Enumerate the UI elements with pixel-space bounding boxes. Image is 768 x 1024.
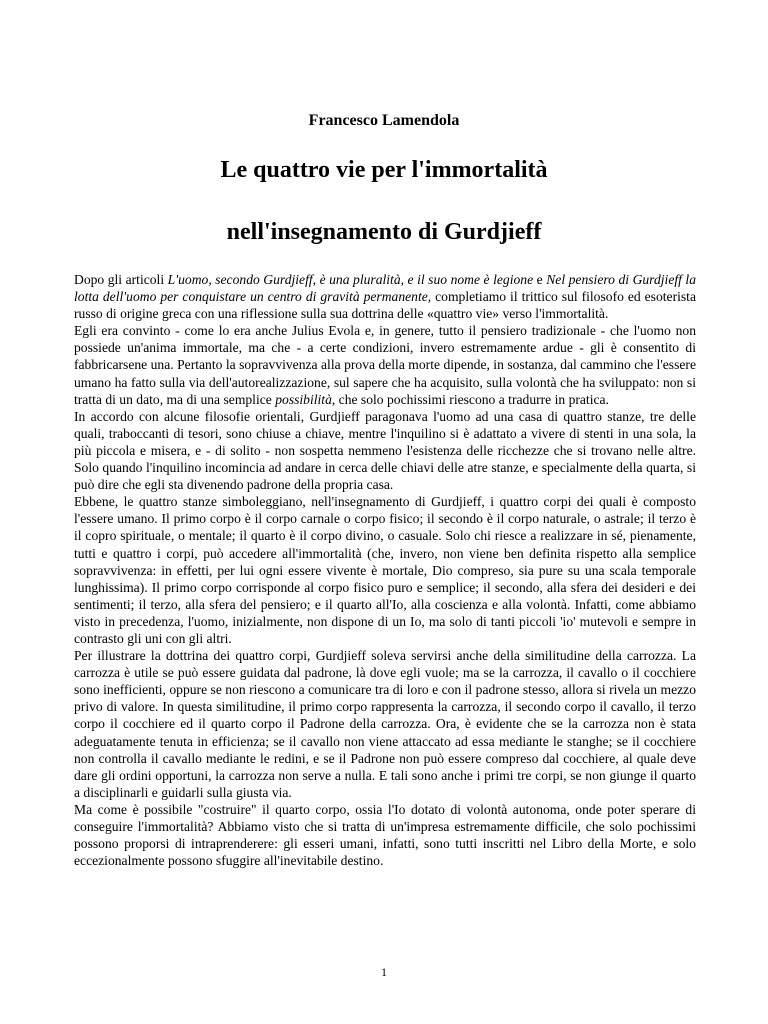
article-body xyxy=(74,271,696,869)
paragraph xyxy=(74,801,696,869)
paragraph-text: Per illustrare la dottrina dei quattro corpi, Gurdjieff soleva servirsi anche della similitudine della carrozza. La carrozza è utile se può essere guidata dal padrone, là dove egli vuole; ma se la carrozza, il cavallo o il cocchiere sono inefficienti, oppure se non riescono a comunicare tra di loro e con il padrone stesso, allora si rivela un mezzo privo di valore. In questa similitudine, il primo corpo rappresenta la carrozza, il secondo corpo il cavallo, il terzo corpo il cocchiere ed il quarto corpo il Padrone della carrozza. Ora, è evidente che se la carrozza non è stata adeguatamente tenuta in efficienza; se il cavallo non viene attaccato ad essa mediante le stanghe; se il cocchiere non controlla il cavallo mediante le redini, e se il Padrone non può essere compreso dal cocchiere, al quale deve dare gli ordini opportuni, la carrozza non serve a nulla. E tali sono anche i primi tre corpi, se non giunge il quarto a disciplinarli e guidarli sulla giusta via. xyxy=(74,648,696,800)
paragraph-text: , che solo pochissimi riescono a tradurre in pratica. xyxy=(331,391,609,407)
paragraph-text: Egli era convinto - come lo era anche Julius Evola e, in genere, tutto il pensiero tradizionale - che l'uomo non possiede un'anima immortale, ma che - a certe condizioni, invero estremamente ardue - gli è consentito di fabbricarsene una. Pertanto la sopravvivenza alla prova della morte dipende, in sostanza, dal cammino che l'essere umano ha fatto sulla via dell'autorealizzazione, sul sapere che ha acquisito, sulla volontà che ha sviluppato: non si tratta di un dato, ma di una semplice xyxy=(74,323,696,407)
paragraph xyxy=(74,493,696,647)
author-name: Francesco Lamendola xyxy=(308,112,460,129)
title-line-1: Le quattro vie per l'immortalità xyxy=(220,157,548,183)
title-line-2: nell'insegnamento di Gurdjieff xyxy=(226,219,542,245)
page-number: 1 xyxy=(381,965,387,979)
paragraph-text: , completiamo il trittico sul filosofo ed esoterista russo di origine greca con una riflessione sulla sua dottrina delle «quattro vie» verso l'immortalità. xyxy=(74,289,696,322)
paragraph-text: e xyxy=(533,272,547,287)
paragraph-text: Ma come è possibile "costruire" il quarto corpo, ossia l'Io dotato di volontà autonoma, onde poter sperare di conseguire l'immortalità? Abbiamo visto che si tratta di un'impresa estremamente difficile, che solo pochissimi possono proporsi di intraprenderere: gli esseri umani, infatti, sono tutti inscritti nel Libro della Morte, e solo eccezionalmente possono sfuggire all'inevitabile destino. xyxy=(74,801,696,869)
italic-title-text: possibilità xyxy=(275,391,332,407)
paragraph xyxy=(74,271,696,322)
paragraph xyxy=(74,322,696,407)
paragraph xyxy=(74,408,696,493)
paragraph-text: Ebbene, le quattro stanze simboleggiano, nell'insegnamento di Gurdjieff, i quattro corpi dei quali è composto l'essere umano. Il primo corpo è il corpo carnale o corpo fisico; il secondo è il corpo naturale, o astrale; il terzo è il copro spirituale, o mentale; il quarto è il corpo divino, o casuale. Solo chi riesce a realizzare in sé, pienamente, tutti e quattro i corpi, può accedere all'immortalità (che, invero, non viene ben definita rispetto alla semplice sopravvivenza: in effetti, per lui ogni essere vivente è mortale, Dio compreso, sia pure su una scala temporale lunghissima). Il primo corpo corrisponde al corpo fisico puro e semplice; il secondo, alla sfera dei desideri e dei sentimenti; il terzo, alla sfera del pensiero; e il quarto all'Io, alla coscienza e alla volontà. Infatti, come abbiamo visto in precedenza, l'uomo, inizialmente, non dispone di un Io, ma solo di tanti piccoli 'io' mutevoli e sempre in contrasto gli uni con gli altri. xyxy=(74,494,696,646)
paragraph xyxy=(74,647,696,801)
italic-title-text: L'uomo, secondo Gurdjieff, è una pluralità, e il suo nome è legione xyxy=(167,272,534,287)
paragraph-text: Dopo gli articoli xyxy=(74,272,168,287)
paragraph-text: In accordo con alcune filosofie orientali, Gurdjieff paragonava l'uomo ad una casa di quattro stanze, tre delle quali, traboccanti di tesori, sono chiuse a chiave, mentre l'inquilino si è adattato a vivere di stenti in una sola, la più piccola e misera, e - di solito - non sospetta nemmeno l'esistenza delle ricchezze che si trovano nelle altre. Solo quando l'inquilino incomincia ad andare in cerca delle chiavi delle atre stanze, e specialmente della quarta, si può dire che egli sta divenendo padrone della propria casa. xyxy=(74,408,696,493)
italic-title-text: Nel pensiero di Gurdjieff la lotta dell'uomo per conquistare un centro di gravità permanente xyxy=(74,272,697,305)
